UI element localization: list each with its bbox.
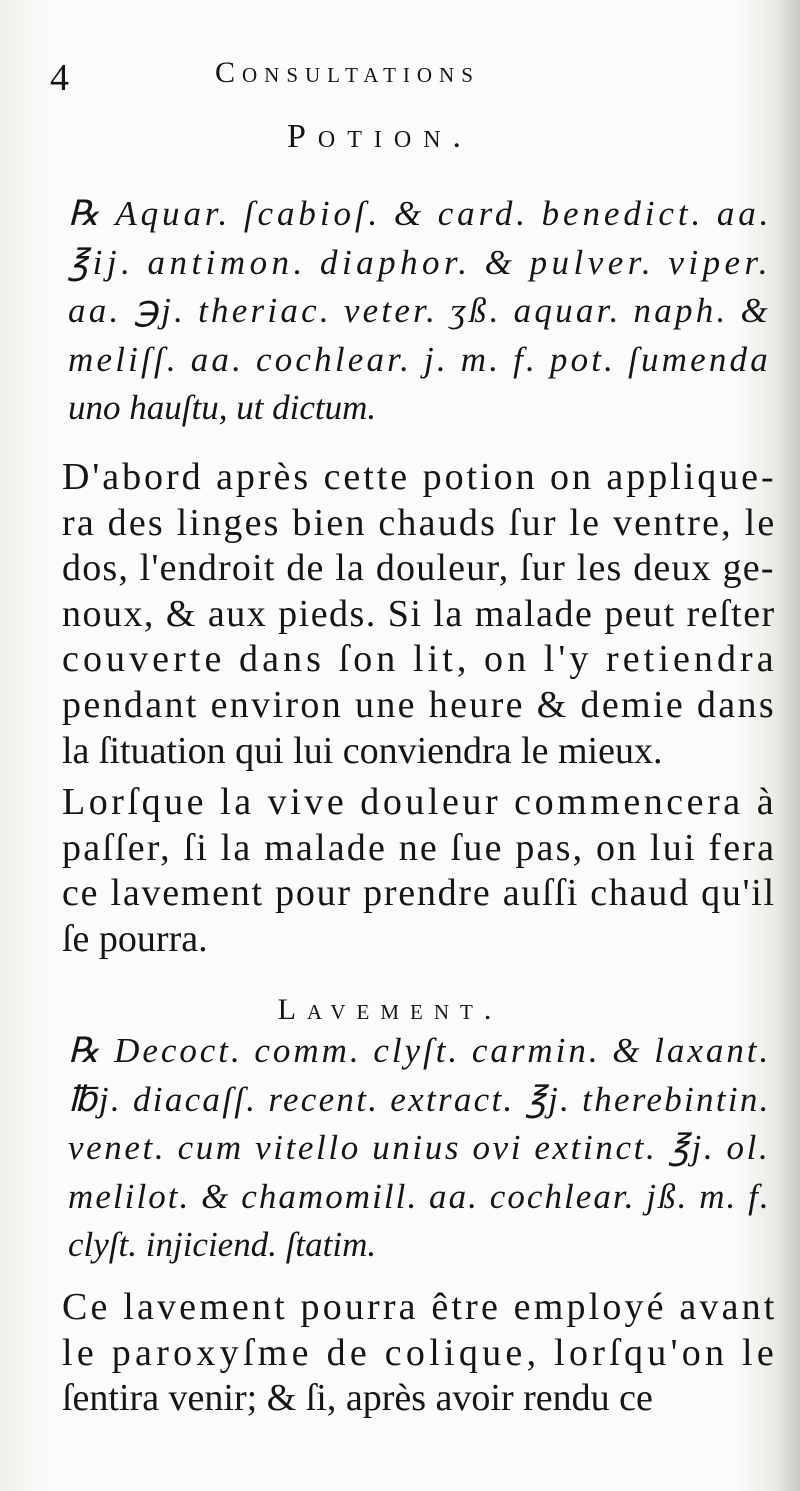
text-line: paſſer, ſi la malade ne ſue pas, on lui fera <box>62 826 777 869</box>
prescription-line: meliſſ. aa. cochlear. j. m. f. pot. ſumenda <box>68 339 771 379</box>
page-number: 4 <box>50 57 69 99</box>
running-head <box>50 50 610 102</box>
prescription-line: aa. ℈j. theriac. veter. ʒß. aquar. naph. & <box>68 291 771 330</box>
text-line: couverte dans ſon lit, on l'y retiendra <box>62 638 778 681</box>
text-line: ra des linges bien chauds ſur le ventre, le <box>62 501 777 544</box>
prescription-potion <box>68 190 773 433</box>
prescription-line: ℞ Aquar. ſcabioſ. & card. benedict. aa. <box>68 194 773 233</box>
text-line: Lorſque la vive douleur commencera à <box>62 781 778 823</box>
text-line: la ſituation qui lui conviendra le mieux. <box>62 729 663 772</box>
text-line: Ce lavement pourra être employé avant <box>62 1286 778 1328</box>
prescription-line: uno hauſtu, ut dictum. <box>68 388 377 427</box>
prescription-line: ℥ij. antimon. diaphor. & pulver. viper. <box>68 242 772 282</box>
running-title: Consultations <box>215 56 480 89</box>
paragraph-usage <box>62 1285 779 1422</box>
text-line: ſe pourra. <box>62 917 208 960</box>
prescription-line: clyſt. injiciend. ſtatim. <box>68 1225 377 1264</box>
paragraph-pain-subsides <box>62 780 778 962</box>
prescription-lavement <box>68 1027 772 1270</box>
text-line: dos, l'endroit de la douleur, ſur les deux ge- <box>62 547 775 590</box>
text-line: pendant environ une heure & demie dans <box>62 683 776 726</box>
prescription-line: melilot. & chamomill. aa. cochlear. jß. m. f. <box>68 1176 771 1216</box>
paragraph-application <box>62 455 778 774</box>
prescription-line: ℔j. diacaſſ. recent. extract. ℥j. therebintin. <box>68 1079 771 1119</box>
section-heading-potion: Potion. <box>286 118 474 155</box>
section-heading-lavement: Lavement. <box>277 993 503 1026</box>
text-line: le paroxyſme de colique, lorſqu'on le <box>62 1331 779 1374</box>
text-line: D'abord après cette potion on applique- <box>62 456 777 498</box>
text-line: noux, & aux pieds. Si la malade peut reſter <box>62 592 776 635</box>
prescription-line: ℞ Decoct. comm. clyſt. carmin. & laxant. <box>68 1031 772 1070</box>
text-line: ce lavement pour prendre auſſi chaud qu'il <box>62 872 776 915</box>
text-line: ſentira venir; & ſi, après avoir rendu ce <box>62 1377 653 1420</box>
prescription-line: venet. cum vitello unius ovi extinct. ℥j. ol. <box>68 1128 771 1167</box>
